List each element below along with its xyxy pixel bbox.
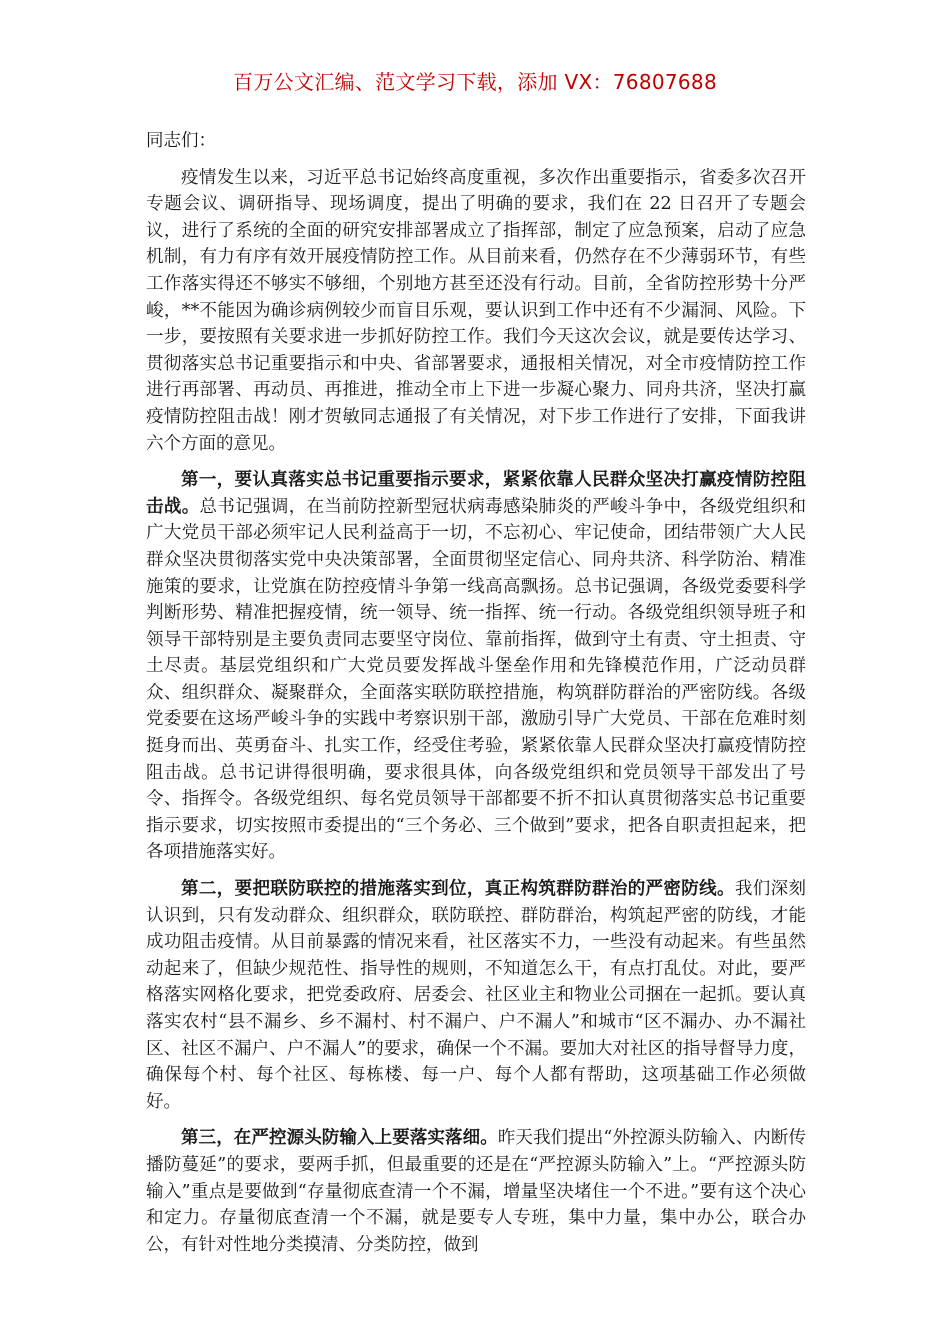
paragraph-intro [146, 165, 806, 458]
paragraph-point-1 [146, 467, 806, 866]
salutation: 同志们： [146, 131, 216, 151]
page-header-watermark: 百万公文汇编、范文学习下载，添加 VX：76807688 [233, 70, 717, 94]
paragraph-text: 我们深刻认识到，只有发动群众、组织群众，联防联控、群防群治，构筑起严密的防线，才能成功阻击疫情。从目前暴露的情况来看，社区落实不力，一些没有动起来。有些虽然动起来了，但缺少规范性、指导性的规则，不知道怎么干，有点打乱仗。对此，要严格落实网格化要求，把党委政府、居委会、社区业主和物业公司捆在一起抓。要认真落实农村“县不漏乡、乡不漏村、村不漏户、户不漏人”和城市“区不漏办、办不漏社区、社区不漏户、户不漏人”的要求，确保一个不漏。要加大对社区的指导督导力度，确保每个村、每个社区、每栋楼、每一户、每个人都有帮助，这项基础工作必须做好。 [146, 879, 807, 1112]
paragraph-heading: 第二，要把联防联控的措施落实到位，真正构筑群防群治的严密防线。 [181, 879, 735, 900]
paragraph-text: 总书记强调，在当前防控新型冠状病毒感染肺炎的严峻斗争中，各级党组织和广大党员干部必须牢记人民利益高于一切，不忘初心、牢记使命，团结带领广大人民群众坚决贯彻落实党中央决策部署，全面贯彻坚定信心、同舟共济、科学防治、精准施策的要求，让党旗在防控疫情斗争第一线高高飘扬。总书记强调，各级党委要科学判断形势、精准把握疫情，统一领导、统一指挥、统一行动。各级党组织领导班子和领导干部特别是主要负责同志要坚守岗位、靠前指挥，做到守土有责、守土担责、守土尽责。基层党组织和广大党员要发挥战斗堡垒作用和先锋模范作用，广泛动员群众、组织群众、凝聚群众，全面落实联防联控措施，构筑群防群治的严密防线。各级党委要在这场严峻斗争的实践中考察识别干部，激励引导广大党员、干部在危难时刻挺身而出、英勇奋斗、扎实工作，经受住考验，紧紧依靠人民群众坚决打赢疫情防控阻击战。总书记讲得很明确，要求很具体，向各级党组织和党员领导干部发出了号令、指挥令。各级党组织、每名党员领导干部都要不折不扣认真贯彻落实总书记重要指示要求，切实按照市委提出的“三个务必、三个做到”要求，把各自职责担起来，把各项措施落实好。 [146, 496, 807, 863]
document-body [146, 128, 806, 1268]
paragraph-point-3 [146, 1125, 806, 1258]
paragraph-heading: 第三，在严控源头防输入上要落实落细。 [181, 1128, 498, 1149]
paragraph-text: 疫情发生以来，习近平总书记始终高度重视，多次作出重要指示，省委多次召开专题会议、调研指导、现场调度，提出了明确的要求，我们在 22 日召开了专题会议，进行了系统的全面的研究安排部署成立了指挥部，制定了应急预案，启动了应急机制，有力有序有效开展疫情防控工作。从目前来看，仍然存在不少薄弱环节，有些工作落实得还不够实不够细，个别地方甚至还没有行动。目前，全省防控形势十分严峻，**不能因为确诊病例较少而盲目乐观，要认识到工作中还有不少漏洞、风险。下一步，要按照有关要求进一步抓好防控工作。我们今天这次会议，就是要传达学习、贯彻落实总书记重要指示和中央、省部署要求，通报相关情况，对全市疫情防控工作进行再部署、再动员、再推进，推动全市上下进一步凝心聚力、同舟共济，坚决打赢疫情防控阻击战！刚才贺敏同志通报了有关情况，对下步工作进行了安排，下面我讲六个方面的意见。 [146, 167, 806, 454]
paragraph-heading: 第一，要认真落实总书记重要指示要求，紧紧依靠人民群众坚决打赢疫情防控阻击战。 [146, 470, 806, 517]
paragraph-point-2 [146, 876, 806, 1115]
paragraph-text: 昨天我们提出“外控源头防输入、内断传播防蔓延”的要求，要两手抓，但最重要的还是在“严控源头防输入”上。“严控源头防输入”重点是要做到“存量彻底查清一个不漏，增量坚决堵住一个不进。”要有这个决心和定力。存量彻底查清一个不漏，就是要专人专班，集中力量，集中办公，联合办公，有针对性地分类摸清、分类防控，做到 [146, 1128, 806, 1255]
